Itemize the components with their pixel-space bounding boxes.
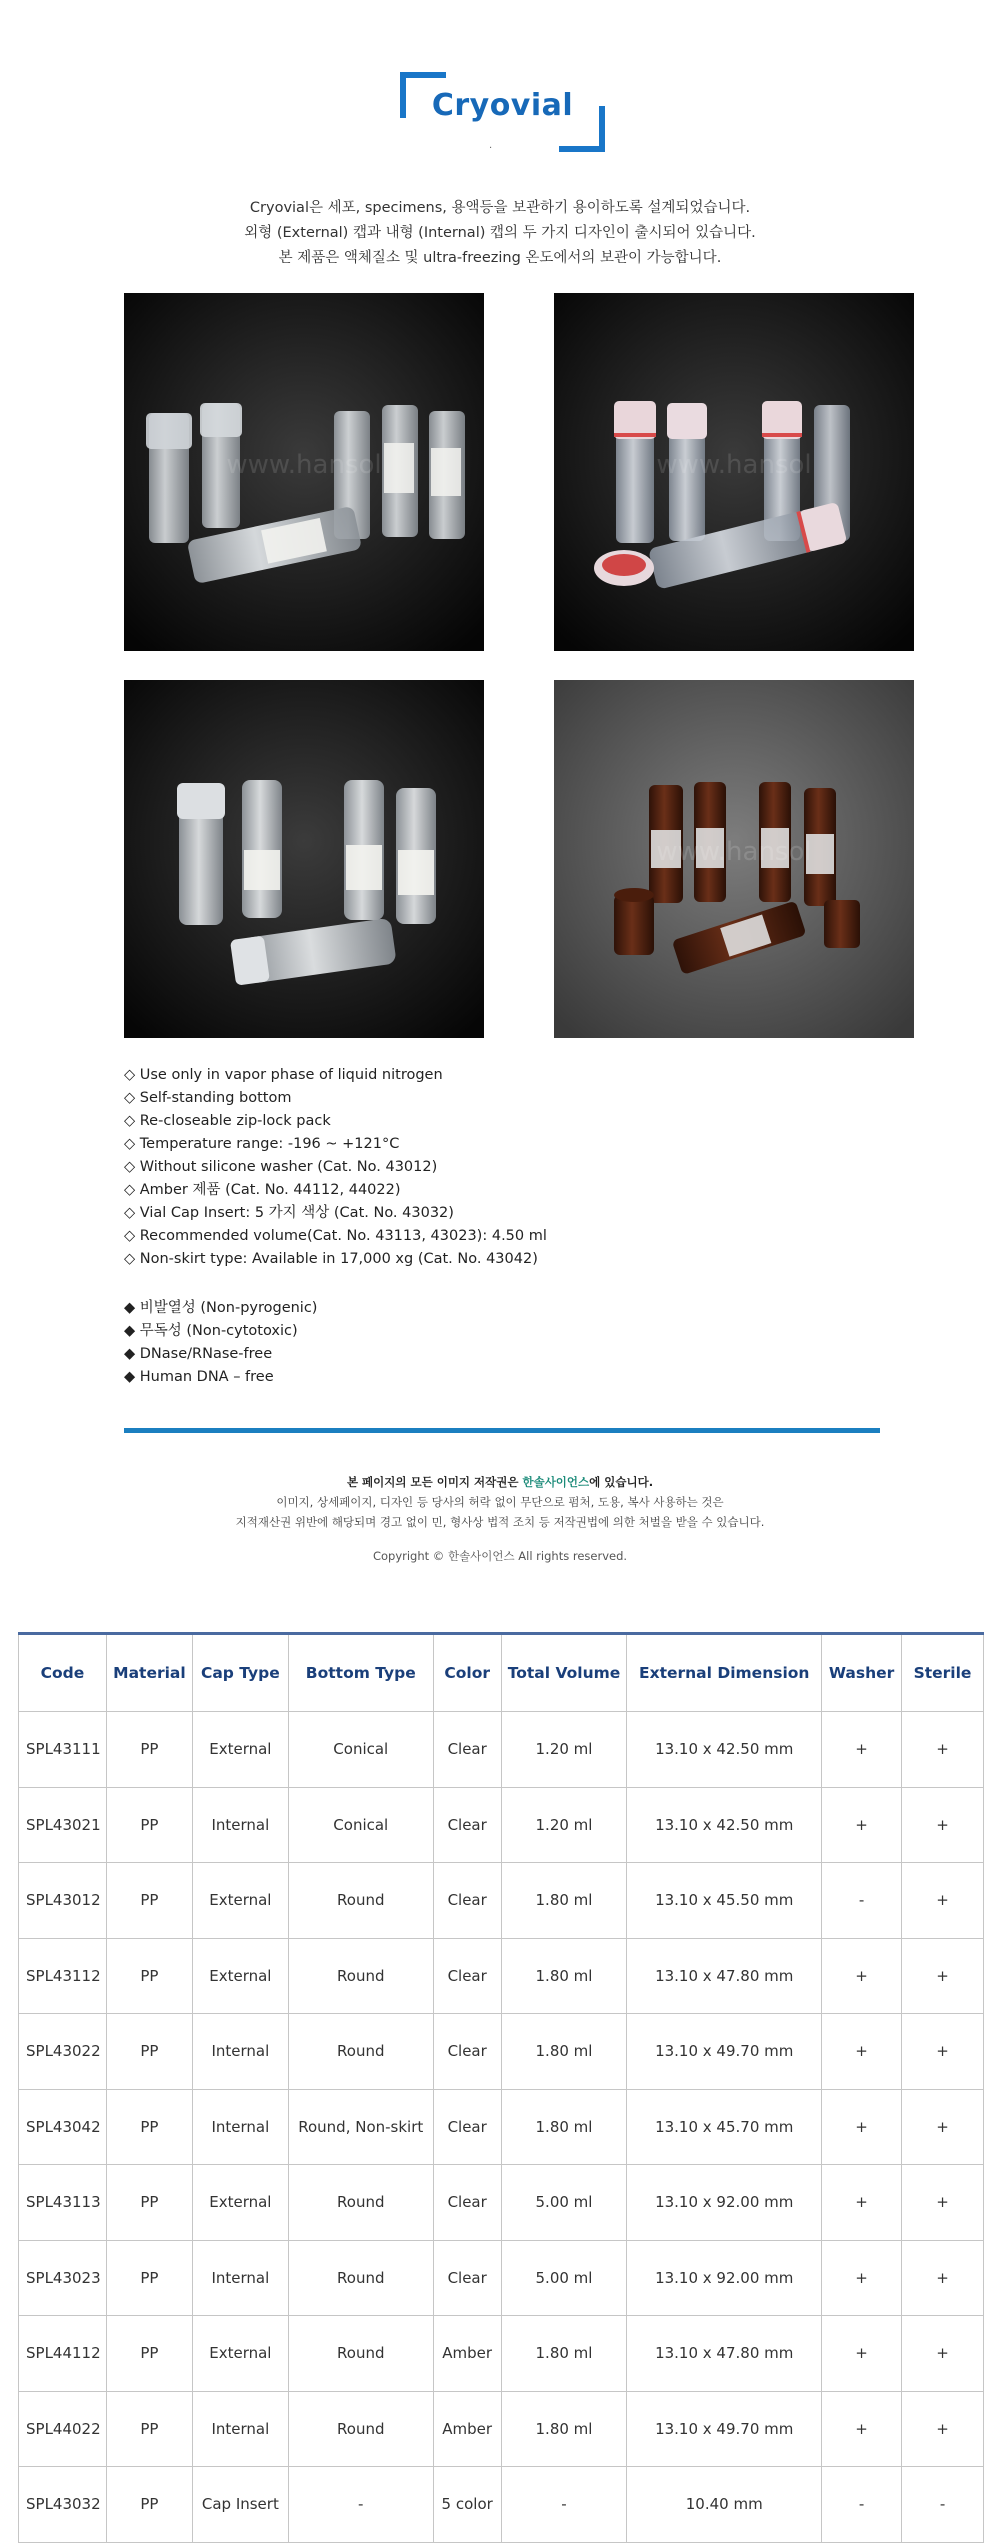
- table-cell: PP: [106, 2014, 192, 2090]
- intro-line-3: 본 제품은 액체질소 및 ultra-freezing 온도에서의 보관이 가능합니다.: [278, 250, 722, 266]
- table-row: [19, 2089, 984, 2165]
- watermark-text: www.hansol: [226, 450, 382, 480]
- table-cell: 1.80 ml: [501, 2316, 627, 2392]
- table-cell: SPL43113: [19, 2165, 107, 2241]
- table-cell: 5 color: [433, 2467, 501, 2543]
- table-cell: Round, Non-skirt: [288, 2089, 433, 2165]
- table-cell: PP: [106, 2467, 192, 2543]
- table-cell: 1.20 ml: [501, 1712, 627, 1788]
- watermark-text: www.hansol: [656, 450, 812, 480]
- feature-item: ◇ Amber 제품 (Cat. No. 44112, 44022): [124, 1182, 401, 1198]
- table-cell: SPL44112: [19, 2316, 107, 2392]
- table-cell: +: [902, 2014, 984, 2090]
- table-cell: Clear: [433, 1938, 501, 2014]
- table-cell: Internal: [192, 2089, 288, 2165]
- table-cell: 1.80 ml: [501, 2014, 627, 2090]
- table-header-row: [19, 1634, 984, 1712]
- table-cell: 13.10 x 42.50 mm: [627, 1712, 822, 1788]
- copyright-line-2: 이미지, 상세페이지, 디자인 등 당사의 허락 없이 무단으로 펌처, 도용, 복사 사용하는 것은: [276, 1495, 724, 1509]
- table-cell: Internal: [192, 2391, 288, 2467]
- table-cell: 1.80 ml: [501, 2391, 627, 2467]
- table-cell: +: [902, 1938, 984, 2014]
- table-cell: -: [822, 1863, 902, 1939]
- table-body: [19, 1712, 984, 2543]
- table-cell: Round: [288, 1863, 433, 1939]
- copyright-text: 본 페이지의 모든 이미지 저작권은: [346, 1475, 523, 1489]
- table-row: [19, 2316, 984, 2392]
- table-cell: +: [902, 1712, 984, 1788]
- table-cell: Amber: [433, 2316, 501, 2392]
- feature-item: ◇ Self-standing bottom: [124, 1090, 292, 1106]
- table-cell: SPL44022: [19, 2391, 107, 2467]
- table-row: [19, 2014, 984, 2090]
- table-row: [19, 2467, 984, 2543]
- table-cell: -: [288, 2467, 433, 2543]
- table-row: [19, 2165, 984, 2241]
- table-cell: Clear: [433, 2014, 501, 2090]
- feature-item: ◇ Non-skirt type: Available in 17,000 xg (Cat. No. 43042): [124, 1251, 538, 1267]
- table-cell: +: [902, 1863, 984, 1939]
- table-cell: PP: [106, 2240, 192, 2316]
- table-cell: 13.10 x 92.00 mm: [627, 2240, 822, 2316]
- table-header-cell: Color: [433, 1634, 501, 1712]
- table-cell: 13.10 x 45.70 mm: [627, 2089, 822, 2165]
- table-cell: SPL43112: [19, 1938, 107, 2014]
- table-cell: 1.20 ml: [501, 1787, 627, 1863]
- table-header-cell: Sterile: [902, 1634, 984, 1712]
- copyright-line-3: 지적재산권 위반에 해당되며 경고 없이 민, 형사상 법적 조치 등 저작권법에 의한 처벌을 받을 수 있습니다.: [235, 1515, 765, 1529]
- table-cell: Internal: [192, 1787, 288, 1863]
- vial-image: [124, 293, 484, 651]
- table-header-cell: Code: [19, 1634, 107, 1712]
- watermark-text: www.hansol: [656, 837, 812, 867]
- product-photo-clear-round: [124, 680, 484, 1038]
- table-cell: PP: [106, 1938, 192, 2014]
- table-cell: External: [192, 1712, 288, 1788]
- table-cell: Clear: [433, 1712, 501, 1788]
- feature-item: ◇ Recommended volume(Cat. No. 43113, 43023): 4.50 ml: [124, 1228, 547, 1244]
- table-cell: 13.10 x 49.70 mm: [627, 2014, 822, 2090]
- table-cell: 13.10 x 45.50 mm: [627, 1863, 822, 1939]
- table-cell: Conical: [288, 1712, 433, 1788]
- table-cell: 1.80 ml: [501, 1938, 627, 2014]
- table-cell: -: [902, 2467, 984, 2543]
- page-title-box: [400, 72, 605, 152]
- table-cell: 10.40 mm: [627, 2467, 822, 2543]
- table-cell: Clear: [433, 2165, 501, 2241]
- table-cell: SPL43111: [19, 1712, 107, 1788]
- intro-line-1: Cryovial은 세포, specimens, 용액등을 보관하기 용이하도록 설계되었습니다.: [249, 200, 751, 216]
- table-cell: +: [822, 2165, 902, 2241]
- table-cell: External: [192, 1938, 288, 2014]
- table-row: [19, 2240, 984, 2316]
- table-cell: Round: [288, 2014, 433, 2090]
- table-header-cell: Material: [106, 1634, 192, 1712]
- table-cell: 1.80 ml: [501, 1863, 627, 1939]
- table-cell: 5.00 ml: [501, 2240, 627, 2316]
- vial-image: [124, 680, 484, 1038]
- table-cell: Clear: [433, 2089, 501, 2165]
- feature-item: ◇ Re-closeable zip-lock pack: [124, 1113, 331, 1129]
- table-cell: +: [822, 2089, 902, 2165]
- copyright-line-1: [0, 1472, 1000, 1492]
- feature-list: [124, 1064, 547, 1271]
- table-cell: +: [822, 1787, 902, 1863]
- feature-item: ◇ Temperature range: -196 ~ +121°C: [124, 1136, 400, 1152]
- feature-item: ◇ Vial Cap Insert: 5 가지 색상 (Cat. No. 43032): [124, 1205, 454, 1221]
- table-cell: Internal: [192, 2014, 288, 2090]
- table-cell: 13.10 x 92.00 mm: [627, 2165, 822, 2241]
- table-cell: -: [822, 2467, 902, 2543]
- table-cell: PP: [106, 1712, 192, 1788]
- feature-item: ◇ Without silicone washer (Cat. No. 43012): [124, 1159, 438, 1175]
- table-cell: 13.10 x 49.70 mm: [627, 2391, 822, 2467]
- certification-item: ◆ Human DNA – free: [124, 1369, 274, 1385]
- table-row: [19, 2391, 984, 2467]
- company-name: 한솔사이언스: [522, 1475, 590, 1489]
- table-cell: PP: [106, 2089, 192, 2165]
- table-cell: +: [902, 2089, 984, 2165]
- table-cell: Cap Insert: [192, 2467, 288, 2543]
- title-dot: .: [489, 140, 493, 151]
- table-cell: Round: [288, 1938, 433, 2014]
- table-header-cell: Cap Type: [192, 1634, 288, 1712]
- table-cell: External: [192, 2165, 288, 2241]
- table-header-cell: Washer: [822, 1634, 902, 1712]
- table-cell: +: [822, 1712, 902, 1788]
- certification-item: ◆ DNase/RNase-free: [124, 1346, 273, 1362]
- vial-image: [554, 680, 914, 1038]
- table-cell: SPL43022: [19, 2014, 107, 2090]
- table-cell: +: [902, 1787, 984, 1863]
- copyright-text: 에 있습니다.: [589, 1475, 654, 1489]
- table-cell: Round: [288, 2240, 433, 2316]
- table-cell: Amber: [433, 2391, 501, 2467]
- table-cell: -: [501, 2467, 627, 2543]
- section-divider: [124, 1428, 880, 1433]
- table-cell: Round: [288, 2165, 433, 2241]
- table-cell: +: [902, 2165, 984, 2241]
- copyright-line-4: Copyright © 한솔사이언스 All rights reserved.: [372, 1549, 628, 1563]
- table-cell: Conical: [288, 1787, 433, 1863]
- page-title: Cryovial: [431, 88, 574, 123]
- table-cell: Internal: [192, 2240, 288, 2316]
- table-cell: PP: [106, 1863, 192, 1939]
- table-cell: External: [192, 1863, 288, 1939]
- table-cell: +: [822, 2391, 902, 2467]
- table-row: [19, 1863, 984, 1939]
- vial-image: [554, 293, 914, 651]
- table-cell: 13.10 x 47.80 mm: [627, 2316, 822, 2392]
- table-cell: Clear: [433, 1863, 501, 1939]
- intro-text: [0, 196, 1000, 271]
- table-header-cell: Bottom Type: [288, 1634, 433, 1712]
- certification-item: ◆ 무독성 (Non-cytotoxic): [124, 1323, 298, 1339]
- table-cell: PP: [106, 1787, 192, 1863]
- table-cell: +: [822, 2240, 902, 2316]
- table-cell: SPL43032: [19, 2467, 107, 2543]
- table-cell: +: [822, 2316, 902, 2392]
- table-cell: Round: [288, 2391, 433, 2467]
- table-cell: SPL43042: [19, 2089, 107, 2165]
- spec-table: [18, 1632, 984, 2543]
- table-header-cell: Total Volume: [501, 1634, 627, 1712]
- table-cell: PP: [106, 2165, 192, 2241]
- table-cell: +: [822, 2014, 902, 2090]
- table-cell: +: [822, 1938, 902, 2014]
- table-cell: 5.00 ml: [501, 2165, 627, 2241]
- table-cell: 13.10 x 42.50 mm: [627, 1787, 822, 1863]
- table-cell: SPL43021: [19, 1787, 107, 1863]
- certification-list: [124, 1297, 317, 1389]
- certification-item: ◆ 비발열성 (Non-pyrogenic): [124, 1300, 318, 1316]
- table-cell: +: [902, 2240, 984, 2316]
- table-cell: SPL43012: [19, 1863, 107, 1939]
- table-cell: SPL43023: [19, 2240, 107, 2316]
- table-cell: Clear: [433, 1787, 501, 1863]
- table-cell: PP: [106, 2391, 192, 2467]
- intro-line-2: 외형 (External) 캡과 내형 (Internal) 캡의 두 가지 디자인이 출시되어 있습니다.: [244, 225, 756, 241]
- table-row: [19, 1787, 984, 1863]
- table-cell: +: [902, 2316, 984, 2392]
- table-cell: +: [902, 2391, 984, 2467]
- copyright-notice: [0, 1472, 1000, 1566]
- product-photo-amber: [554, 680, 914, 1038]
- feature-item: ◇ Use only in vapor phase of liquid nitrogen: [124, 1067, 443, 1083]
- table-cell: 13.10 x 47.80 mm: [627, 1938, 822, 2014]
- table-row: [19, 1712, 984, 1788]
- table-cell: Clear: [433, 2240, 501, 2316]
- table-row: [19, 1938, 984, 2014]
- table-cell: External: [192, 2316, 288, 2392]
- table-cell: PP: [106, 2316, 192, 2392]
- table-cell: Round: [288, 2316, 433, 2392]
- table-header-cell: External Dimension: [627, 1634, 822, 1712]
- product-photo-clear-internal: [554, 293, 914, 651]
- table-cell: 1.80 ml: [501, 2089, 627, 2165]
- product-photo-clear-external: [124, 293, 484, 651]
